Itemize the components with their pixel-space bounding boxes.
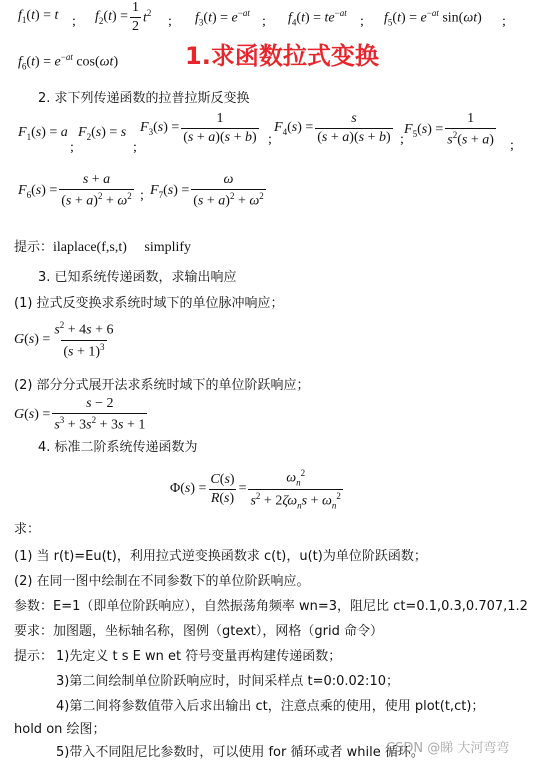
separator: ; [133,140,137,155]
f3-formula: $f_3(t) = e^{-at}$ [195,8,250,28]
f4-formula: $f_4(t) = te^{-at}$ [288,8,347,28]
separator: ; [140,188,144,203]
f1-formula: $f_1(t) = t$ [18,8,59,25]
F6-formula: $F_6(s)$ = $\frac{s + a}{(s + a)^2 + \omega^2}$ [18,172,132,209]
part2-hint [14,236,191,256]
part4-tip-4-continued: hold on 绘图； [14,722,106,737]
separator: ; [502,14,506,29]
separator: ; [168,14,172,29]
hint-label: 提示： [14,240,54,255]
part4-requirement-1: (1) 当 r(t)=Eu(t)，利用拉式逆变换函数求 c(t)，u(t)为单位阶跃函数； [14,549,427,564]
F2-formula: $F_2(s) = s$ [78,125,127,142]
G1-formula: G(s) = $\frac{s^2 + 4s + 6}{(s + 1)^3}$ [14,320,114,360]
f6-formula: $f_6(t) = e^{-at}$ cos(ωt) [18,52,119,72]
part3-question-2: (2) 部分分式展开法求系统时域下的单位阶跃响应； [14,378,310,393]
part4-tip-3: 3)第二间绘制单位阶跃响应时，时间采样点 t=0:0.02:10； [56,674,399,689]
separator: ; [360,14,364,29]
section-title: 1.求函数拉式变换 [185,42,379,70]
separator: ; [72,14,76,29]
G2-formula: G(s) = $\frac{s - 2}{s^3 + 3s^2 + 3s + 1}$ [14,396,146,433]
F4-formula: $F_4(s)$ = $\frac{s}{(s + a)(s + b)}$ [274,111,391,146]
separator: ; [70,140,74,155]
part4-tip-label: 提示： [14,649,54,664]
F5-formula: $F_5(s)$ = $\frac{1}{s^2(s + a)}$ [404,111,494,148]
part4-demands: 要求：加图题，坐标轴名称，图例（gtext），网格（grid 命令） [14,624,384,639]
part4-tip-5: 5)带入不同阻尼比参数时，可以使用 for 循环或者 while 循环。 [56,745,424,760]
separator: ; [510,138,514,153]
f2-formula: $f_2(t)$ = $\frac{1}{2}$ $t^2$ [95,0,152,35]
hint-text: ilaplace(f,s,t) simplify [53,240,192,255]
F7-formula: $F_7(s)$ = $\frac{\omega}{(s + a)^2 + \omega^2}$ [150,172,264,209]
part2-heading: 2. 求下列传递函数的拉普拉斯反变换 [38,91,250,106]
F1-formula: $F_1(s) = a$ [18,125,68,142]
part3-question-1: (1) 拉式反变换求系统时域下的单位脉冲响应； [14,296,284,311]
part4-heading: 4. 标准二阶系统传递函数为 [38,440,198,455]
separator: ; [262,14,266,29]
phi-formula: Φ(s) = $\frac{C(s)}{R(s)}$ = $\frac{\omega_n^2}{s^2 + 2\zeta\omega_ns + \omega_n^2}$ [170,468,341,511]
part4-ask: 求： [14,522,41,537]
separator: ; [268,132,272,147]
part4-tip-4: 4)第二间将参数值带入后求出输出 ct，注意点乘的使用，使用 plot(t,ct)； [56,699,485,714]
watermark: CSDN @睇 大河弯弯 [386,741,510,756]
f5-formula: $f_5(t) = e^{-at}$ sin(ωt) [384,8,482,28]
part4-tip-1: 1)先定义 t s E wn et 符号变量再构建传递函数； [56,649,342,664]
part3-heading: 3. 已知系统传递函数，求输出响应 [38,270,237,285]
part4-requirement-2: (2) 在同一图中绘制在不同参数下的单位阶跃响应。 [14,574,310,589]
F3-formula: $F_3(s)$ = $\frac{1}{(s + a)(s + b)}$ [140,111,257,146]
part4-params: 参数：E=1（即单位阶跃响应），自然振荡角频率 wn=3，阻尼比 ct=0.1,0.3,0.707,1.2 [14,599,528,614]
separator: ; [400,132,404,147]
